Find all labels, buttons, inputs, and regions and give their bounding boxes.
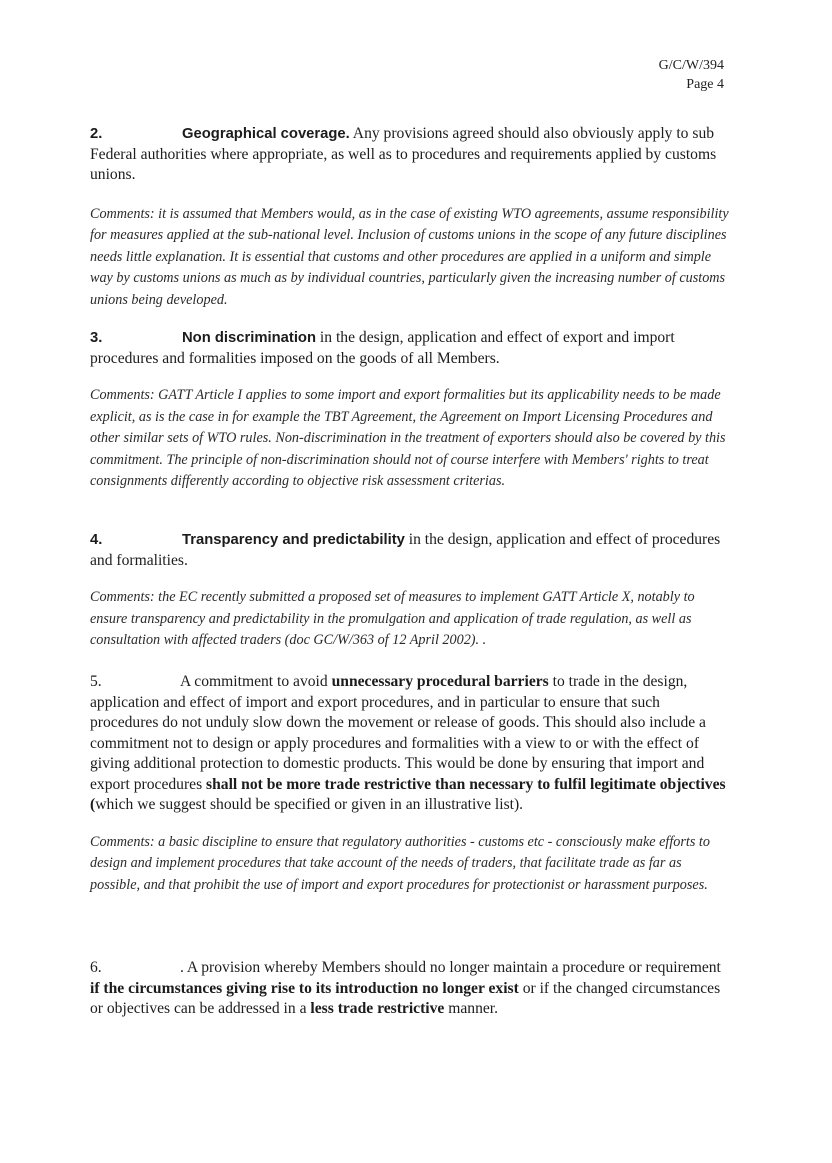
section-2 [90,124,730,311]
section-3-text: in the design, application and effect of export and import procedures and formalities imposed on the goods of all Members. [90,329,675,367]
section-5-text-a: A commitment to avoid [180,673,332,690]
section-3-number: 3. [90,330,103,346]
document-symbol: G/C/W/394 [658,58,724,73]
section-2-number: 2. [90,126,103,142]
section-4-title: Transparency and predictability [182,532,405,548]
section-3-title: Non discrimination [182,330,317,346]
section-5-bold-b: shall not be more trade restrictive than necessary to fulfil legitimate objectives ( [90,775,726,813]
section-6-bold-b: less trade restrictive [310,1000,445,1017]
section-5-text-c: which we suggest should be specified or given in an illustrative list). [95,796,524,813]
section-6-bold-a: if the circumstances giving rise to its introduction no longer exist [90,979,519,997]
section-5-bold-a: unnecessary procedural barriers [331,673,549,690]
section-6-number: 6. [90,959,102,976]
section-3-paragraph [90,328,730,369]
section-6-text-c: manner. [444,1000,499,1017]
section-3-comment: Comments: GATT Article I applies to some import and export formalities but its applicability needs to be made explicit, as is the case in for example the TBT Agreement, the Agreement on Import Licensing Procedures and other similar sets of WTO rules. Non-discrimination in the treatment of exporters should also be covered by this commitment. The principle of non-discrimination should not of course interfere with Members' rights to treat consignments differently according to objective risk assessment criterias. [90,387,726,489]
section-4 [90,530,730,652]
section-4-text: in the design, application and effect of procedures and formalities. [90,531,721,569]
section-5-paragraph [90,672,730,816]
section-3 [90,328,730,493]
section-5-text-b: to trade in the design, application and effect of import and export procedures, and in particular to ensure that such procedures do not unduly slow down the movement or release of goods. This should also include a commitment not to design or apply procedures and formalities with a view to or with the effect of giving additional protection to domestic products. This would be done by ensuring that import and export procedures [90,673,706,793]
section-6 [90,958,730,1020]
page-number: Page 4 [686,77,724,92]
section-4-paragraph [90,530,730,571]
section-2-title: Geographical coverage. [182,126,350,142]
page-header [659,56,724,94]
section-5-comment: Comments: a basic discipline to ensure that regulatory authorities - customs etc - consciously make efforts to design and implement procedures that take account of the needs of traders, that facilitate trade as far as possible, and that prohibit the use of import and export procedures for protectionist or harassment purposes. [90,833,710,893]
section-6-text-b: or if the changed circumstances or objectives can be addressed in a [90,979,721,1017]
section-5 [90,672,730,896]
section-6-paragraph [90,958,730,1020]
section-5-number: 5. [90,673,102,690]
section-4-number: 4. [90,532,103,548]
section-2-comment: Comments: it is assumed that Members would, as in the case of existing WTO agreements, assume responsibility for measures applied at the sub-national level. Inclusion of customs unions in the scope of any future disciplines needs little explanation. It is essential that customs and other procedures are applied in a uniform and simple way by customs unions as much as by individual countries, particularly given the increasing number of customs unions being developed. [90,205,729,308]
section-6-text-a: . A provision whereby Members should no longer maintain a procedure or requirement [180,959,721,976]
section-2-text: Any provisions agreed should also obviously apply to sub Federal authorities where appropriate, as well as to procedures and requirements applied by customs unions. [90,125,717,183]
section-2-paragraph [90,124,730,186]
section-4-comment: Comments: the EC recently submitted a proposed set of measures to implement GATT Article X, notably to ensure transparency and predictability in the promulgation and application of trade regulation, as well as consultation with affected traders (doc GC/W/363 of 12 April 2002). . [90,589,695,648]
